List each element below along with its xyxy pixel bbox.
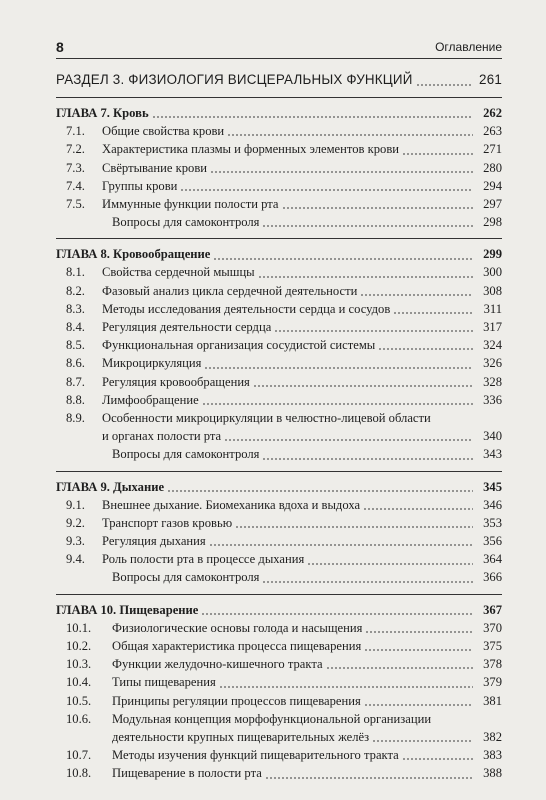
toc-item-title: Принципы регуляции процессов пищеварения — [112, 693, 361, 708]
toc-item-number: 10.1. — [66, 620, 92, 635]
toc-item-number: 8.2. — [66, 283, 85, 298]
dot-leader — [262, 458, 473, 460]
toc-item-10-6-cont[interactable] — [56, 728, 502, 746]
toc-item-title: Транспорт газов кровью — [102, 515, 233, 530]
toc-page-number: 336 — [483, 392, 502, 407]
toc-item-title: Функциональная организация сосудистой системы — [102, 338, 376, 353]
toc-chapter-title: ГЛАВА 10. Пищеварение — [56, 602, 199, 617]
toc-page-number: 299 — [483, 247, 502, 262]
dot-leader — [227, 134, 473, 136]
toc-item-title: Фазовый анализ цикла сердечной деятельности — [102, 283, 358, 298]
toc-item-10-5[interactable] — [56, 692, 502, 710]
toc-questions-title: Вопросы для самоконтроля — [112, 215, 260, 230]
toc-page-number: 375 — [483, 639, 502, 654]
toc-item-7-3[interactable] — [56, 159, 502, 177]
toc-item-8-5[interactable] — [56, 336, 502, 354]
toc-page-number: 297 — [483, 196, 502, 211]
dot-leader — [262, 225, 473, 227]
toc-item-title: Типы пищеварения — [112, 675, 216, 690]
toc-item-10-1[interactable] — [56, 619, 502, 637]
toc-section-title: РАЗДЕЛ 3. ФИЗИОЛОГИЯ ВИСЦЕРАЛЬНЫХ ФУНКЦИЙ — [56, 72, 413, 87]
toc-page-number: 271 — [483, 142, 502, 157]
dot-leader — [204, 367, 473, 369]
toc-item-number: 9.2. — [66, 515, 85, 530]
toc-page-number: 317 — [483, 320, 502, 335]
toc-item-title: Лимфообращение — [102, 392, 199, 407]
toc-chapter-title: ГЛАВА 7. Кровь — [56, 105, 149, 120]
toc-page-number: 345 — [483, 479, 502, 494]
dot-leader — [282, 207, 473, 209]
toc-page-number: 379 — [483, 675, 502, 690]
toc-item-8-1[interactable] — [56, 264, 502, 282]
toc-item-title: Функции желудочно-кишечного тракта — [112, 657, 323, 672]
table-of-contents — [56, 64, 502, 783]
toc-item-title: Микроциркуляция — [102, 356, 202, 371]
toc-page-number: 324 — [483, 338, 502, 353]
toc-page-number: 263 — [483, 124, 502, 139]
toc-page-number: 298 — [483, 215, 502, 230]
dot-leader — [209, 544, 473, 546]
toc-item-title-line1: Модульная концепция морфофункциональной организации — [112, 711, 432, 726]
toc-item-8-2[interactable] — [56, 282, 502, 300]
toc-item-10-3[interactable] — [56, 655, 502, 673]
toc-item-number: 10.5. — [66, 693, 92, 708]
page-number: 8 — [56, 39, 64, 55]
dot-leader — [364, 704, 473, 706]
toc-item-number: 10.3. — [66, 657, 92, 672]
dot-leader — [307, 563, 473, 565]
toc-item-number: 7.4. — [66, 178, 85, 193]
toc-item-number: 8.5. — [66, 338, 85, 353]
toc-questions-8[interactable] — [56, 445, 502, 463]
toc-page-number: 346 — [483, 497, 502, 512]
toc-page-number: 388 — [483, 766, 502, 781]
toc-page-number: 280 — [483, 160, 502, 175]
dot-leader — [363, 508, 473, 510]
toc-page-number: 381 — [483, 693, 502, 708]
toc-item-8-9[interactable] — [56, 409, 502, 427]
toc-page-number: 300 — [483, 265, 502, 280]
toc-item-title: Группы крови — [102, 178, 178, 193]
toc-item-7-4[interactable] — [56, 177, 502, 195]
toc-questions-7[interactable] — [56, 213, 502, 231]
toc-item-7-1[interactable] — [56, 122, 502, 140]
toc-item-number: 8.4. — [66, 320, 85, 335]
dot-leader — [364, 649, 473, 651]
toc-page-number: 311 — [483, 301, 502, 316]
divider — [56, 594, 502, 595]
toc-item-title: Общая характеристика процесса пищеварения — [112, 639, 362, 654]
dot-leader — [201, 613, 473, 615]
toc-item-9-2[interactable] — [56, 514, 502, 532]
toc-page-number: 353 — [483, 515, 502, 530]
dot-leader — [224, 439, 473, 441]
toc-item-number: 9.4. — [66, 552, 85, 567]
toc-item-title-line1: Особенности микроциркуляции в челюстно-лицевой области — [102, 410, 431, 425]
toc-item-number: 7.1. — [66, 124, 85, 139]
toc-item-number: 10.6. — [66, 711, 92, 726]
dot-leader — [365, 631, 473, 633]
toc-item-number: 8.7. — [66, 374, 85, 389]
toc-questions-title: Вопросы для самоконтроля — [112, 570, 260, 585]
toc-item-8-7[interactable] — [56, 373, 502, 391]
toc-item-title: Регуляция кровообращения — [102, 374, 250, 389]
toc-item-7-5[interactable] — [56, 195, 502, 213]
running-title: Оглавление — [435, 40, 502, 54]
dot-leader — [262, 581, 473, 583]
toc-item-title: Роль полости рта в процессе дыхания — [102, 552, 305, 567]
toc-page-number: 364 — [483, 552, 502, 567]
dot-leader — [253, 385, 473, 387]
dot-leader — [416, 84, 473, 86]
dot-leader — [235, 526, 473, 528]
toc-page-number: 378 — [483, 657, 502, 672]
dot-leader — [393, 312, 473, 314]
toc-chapter-10[interactable] — [56, 601, 502, 619]
toc-item-7-2[interactable] — [56, 140, 502, 158]
toc-item-10-7[interactable] — [56, 746, 502, 764]
divider — [56, 471, 502, 472]
toc-item-number: 7.2. — [66, 142, 85, 157]
toc-item-number: 8.3. — [66, 301, 85, 316]
toc-item-number: 10.2. — [66, 639, 92, 654]
toc-item-title: Пищеварение в полости рта — [112, 766, 262, 781]
toc-item-number: 10.8. — [66, 766, 92, 781]
toc-chapter-7[interactable] — [56, 104, 502, 122]
toc-questions-title: Вопросы для самоконтроля — [112, 447, 260, 462]
toc-chapter-9[interactable] — [56, 478, 502, 496]
dot-leader — [219, 686, 473, 688]
dot-leader — [372, 740, 473, 742]
dot-leader — [360, 294, 473, 296]
toc-page-number: 261 — [479, 72, 502, 87]
toc-item-number: 9.1. — [66, 497, 85, 512]
dot-leader — [274, 330, 473, 332]
toc-item-8-9-cont[interactable] — [56, 427, 502, 445]
toc-chapter-8[interactable] — [56, 245, 502, 263]
toc-chapter-title: ГЛАВА 8. Кровообращение — [56, 247, 211, 262]
toc-page-number: 340 — [483, 429, 502, 444]
toc-item-title: Регуляция деятельности сердца — [102, 320, 272, 335]
toc-item-title: Регуляция дыхания — [102, 534, 206, 549]
toc-item-title: Методы изучения функций пищеварительного тракта — [112, 748, 399, 763]
toc-item-10-8[interactable] — [56, 764, 502, 782]
toc-page-number: 356 — [483, 534, 502, 549]
toc-page-number: 370 — [483, 620, 502, 635]
toc-page-number: 343 — [483, 447, 502, 462]
toc-item-title: Общие свойства крови — [102, 124, 225, 139]
toc-item-8-4[interactable] — [56, 318, 502, 336]
toc-chapter-title: ГЛАВА 9. Дыхание — [56, 479, 165, 494]
toc-page-number: 326 — [483, 356, 502, 371]
toc-item-9-4[interactable] — [56, 550, 502, 568]
toc-item-title: Физиологические основы голода и насыщения — [112, 620, 363, 635]
toc-item-number: 8.6. — [66, 356, 85, 371]
toc-page-number: 366 — [483, 570, 502, 585]
toc-page-number: 383 — [483, 748, 502, 763]
toc-item-number: 8.8. — [66, 392, 85, 407]
dot-leader — [167, 490, 473, 492]
toc-page-number: 294 — [483, 178, 502, 193]
toc-item-number: 8.9. — [66, 410, 85, 425]
toc-item-9-3[interactable] — [56, 532, 502, 550]
toc-item-number: 10.7. — [66, 748, 92, 763]
toc-item-number: 7.5. — [66, 196, 85, 211]
toc-item-number: 7.3. — [66, 160, 85, 175]
toc-page-number: 262 — [483, 105, 502, 120]
toc-item-8-8[interactable] — [56, 391, 502, 409]
toc-item-number: 9.3. — [66, 534, 85, 549]
toc-item-8-3[interactable] — [56, 300, 502, 318]
divider — [56, 238, 502, 239]
toc-page-number: 308 — [483, 283, 502, 298]
toc-item-title: Внешнее дыхание. Биомеханика вдоха и выдоха — [102, 497, 361, 512]
page-header — [56, 36, 502, 59]
toc-item-title-line2: и органах полости рта — [102, 429, 222, 444]
toc-item-10-2[interactable] — [56, 637, 502, 655]
toc-page-number: 328 — [483, 374, 502, 389]
dot-leader — [265, 777, 473, 779]
toc-item-title: Методы исследования деятельности сердца и сосудов — [102, 301, 391, 316]
dot-leader — [180, 189, 473, 191]
toc-page-number: 382 — [483, 729, 502, 744]
dot-leader — [202, 403, 473, 405]
dot-leader — [402, 758, 473, 760]
dot-leader — [258, 276, 473, 278]
dot-leader — [402, 153, 473, 155]
divider — [56, 97, 502, 98]
toc-item-title: Свойства сердечной мышцы — [102, 265, 255, 280]
toc-page-number: 367 — [483, 602, 502, 617]
toc-item-number: 8.1. — [66, 265, 85, 280]
toc-item-title: Свёртывание крови — [102, 160, 208, 175]
toc-item-9-1[interactable] — [56, 496, 502, 514]
toc-item-10-6[interactable] — [56, 710, 502, 728]
dot-leader — [152, 116, 473, 118]
toc-item-number: 10.4. — [66, 675, 92, 690]
toc-item-title-line2: деятельности крупных пищеварительных желёз — [112, 729, 370, 744]
toc-item-10-4[interactable] — [56, 673, 502, 691]
toc-section-3[interactable] — [56, 70, 502, 90]
dot-leader — [213, 258, 473, 260]
dot-leader — [326, 667, 473, 669]
toc-questions-9[interactable] — [56, 569, 502, 587]
toc-item-title: Иммунные функции полости рта — [102, 196, 279, 211]
dot-leader — [378, 348, 473, 350]
toc-item-title: Характеристика плазмы и форменных элементов крови — [102, 142, 400, 157]
toc-item-8-6[interactable] — [56, 354, 502, 372]
dot-leader — [210, 171, 473, 173]
